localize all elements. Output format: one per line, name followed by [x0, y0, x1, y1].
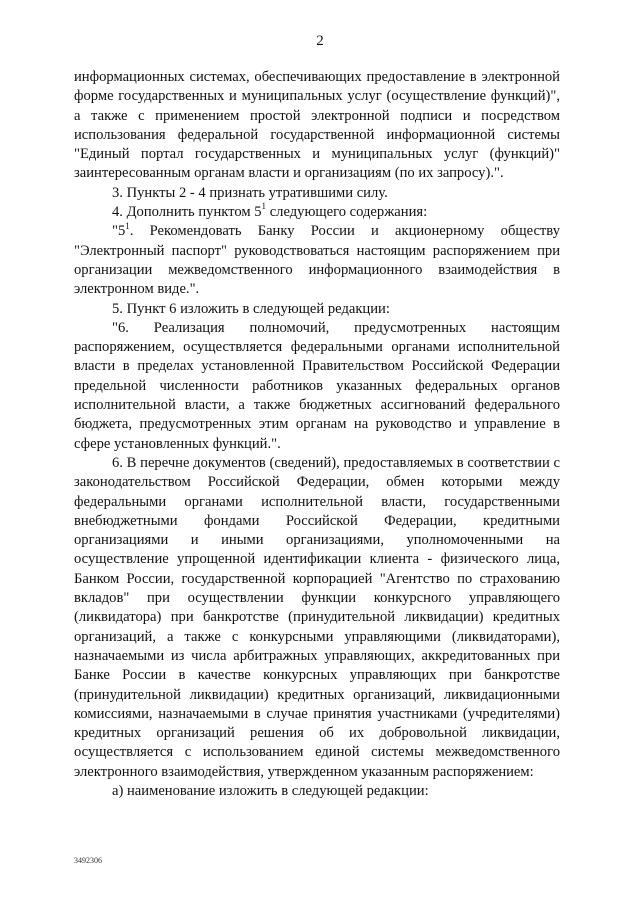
- paragraph-item-6: 6. В перечне документов (сведений), предоставляемых в соответствии с законодательством Российской Федерации, обмен которыми между федеральными органами исполнительной власти, государственными внебюджетными фондами Российской Федерации, кредитными организациями и иными организациями, уполномоченными на осуществление упрощенной идентификации клиента - физического лица, Банком России, государственной корпорацией "Агентство по страхованию вкладов" при осуществлении функции конкурсного управляющего (ликвидатора) при банкротстве (принудительной ликвидации) кредитных организаций, а также с конкурсными управляющими (ликвидаторами), назначаемыми из числа арбитражных управляющих, аккредитованных при Банке России в качестве конкурсных управляющих при банкротстве (принудительной ликвидации) кредитных организаций, ликвидационными комиссиями, назначаемыми в случае принятия участниками (учредителями) кредитных организаций решения об их добровольной ликвидации, осуществляется с использованием единой системы межведомственного электронного взаимодействия, утвержденном указанным распоряжением:: [74, 454, 560, 780]
- document-body: [74, 68, 560, 801]
- paragraph-item-4-text: 4. Дополнить пунктом 5: [112, 204, 262, 221]
- paragraph-item-5-1-text: . Рекомендовать Банку России и акционерному обществу "Электронный паспорт" руководствоваться настоящим распоряжением при организации межведомственного информационного взаимодействия в электронном виде.".: [74, 223, 560, 298]
- superscript: 1: [261, 201, 267, 212]
- paragraph-subitem-a: а) наименование изложить в следующей редакции:: [112, 782, 429, 799]
- paragraph-item-5-1: [74, 222, 560, 299]
- paragraph-item-5: 5. Пункт 6 изложить в следующей редакции:: [112, 300, 390, 317]
- paragraph-item-6-quote: "6. Реализация полномочий, предусмотренных настоящим распоряжением, осуществляется федеральными органами исполнительной власти в пределах установленной Правительством Российской Федерации предельной численности работников указанных федеральных органов исполнительной власти, а также бюджетных ассигнований федерального бюджета, предусмотренных этим органам на руководство и управление в сфере установленных функций.".: [74, 319, 560, 452]
- superscript: 1: [125, 220, 130, 231]
- paragraph-item-5-1-start: "5: [112, 223, 126, 240]
- paragraph-continuation: информационных системах, обеспечивающих предоставление в электронной форме государственных и муниципальных услуг (осуществление функций)", а также с применением простой электронной подписи и посредством использования федеральной государственной информационной системы "Единый портал государственных и муниципальных услуг (функций)" заинтересованным органам власти и организациям (по их запросу).".: [74, 69, 560, 182]
- paragraph-item-3: 3. Пункты 2 - 4 признать утратившими силу.: [112, 184, 388, 201]
- page-number: 2: [316, 33, 324, 49]
- paragraph-item-4-text-end: следующего содержания:: [266, 204, 428, 221]
- paragraph-item-4: [74, 203, 560, 222]
- document-code: 3492306: [74, 856, 102, 865]
